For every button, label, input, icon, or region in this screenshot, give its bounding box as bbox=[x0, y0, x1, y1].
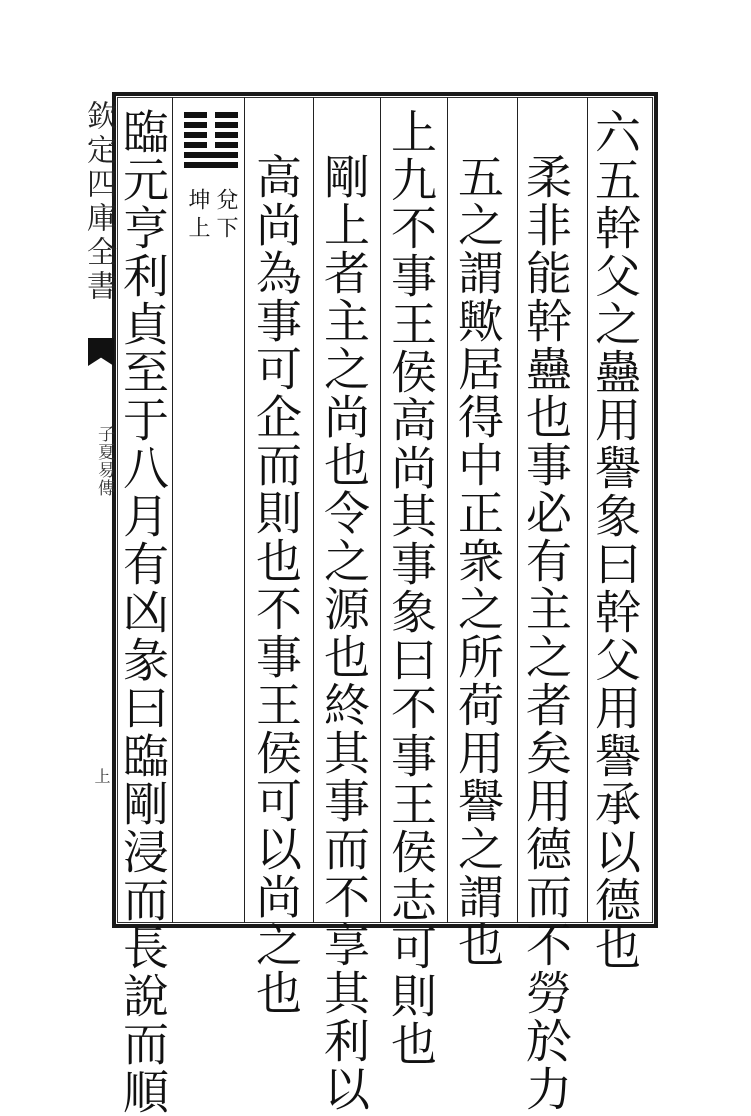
text-column-5: 剛上者主之尚也令之源也終其事而不享其利以 bbox=[317, 153, 371, 1113]
text-column-4: 上九不事王侯高尚其事象曰不事王侯志可則也 bbox=[384, 108, 438, 1068]
margin-page-marker: 上 bbox=[92, 768, 111, 784]
column-rule bbox=[517, 97, 518, 923]
column-rule bbox=[172, 97, 173, 923]
text-column-6: 高尚為事可企而則也不事王侯可以尚之也 bbox=[249, 153, 303, 1017]
column-rule bbox=[313, 97, 314, 923]
column-rule bbox=[380, 97, 381, 923]
hexagram-upper-label: 坤上 bbox=[185, 188, 210, 244]
hexagram-lower-label: 兌下 bbox=[213, 188, 238, 244]
margin-book-name: 子夏易傳 bbox=[94, 425, 114, 497]
text-column-3: 五之謂歟居得中正衆之所荷用譽之謂也 bbox=[451, 153, 505, 969]
margin-book-title: 欽定四庫全書 bbox=[81, 100, 116, 304]
text-column-2: 柔非能幹蠱也事必有主之者矣用德而不勞於力 bbox=[519, 153, 573, 1113]
fishtail-mark-icon bbox=[88, 338, 114, 366]
text-column-1: 六五幹父之蠱用譽象曰幹父用譽承以德也 bbox=[588, 108, 642, 972]
column-rule bbox=[244, 97, 245, 923]
column-rule bbox=[447, 97, 448, 923]
text-column-7: 臨元亨利貞至于八月有凶彖曰臨剛浸而長說而順 bbox=[116, 108, 170, 1116]
hexagram-lin-icon bbox=[184, 112, 238, 172]
